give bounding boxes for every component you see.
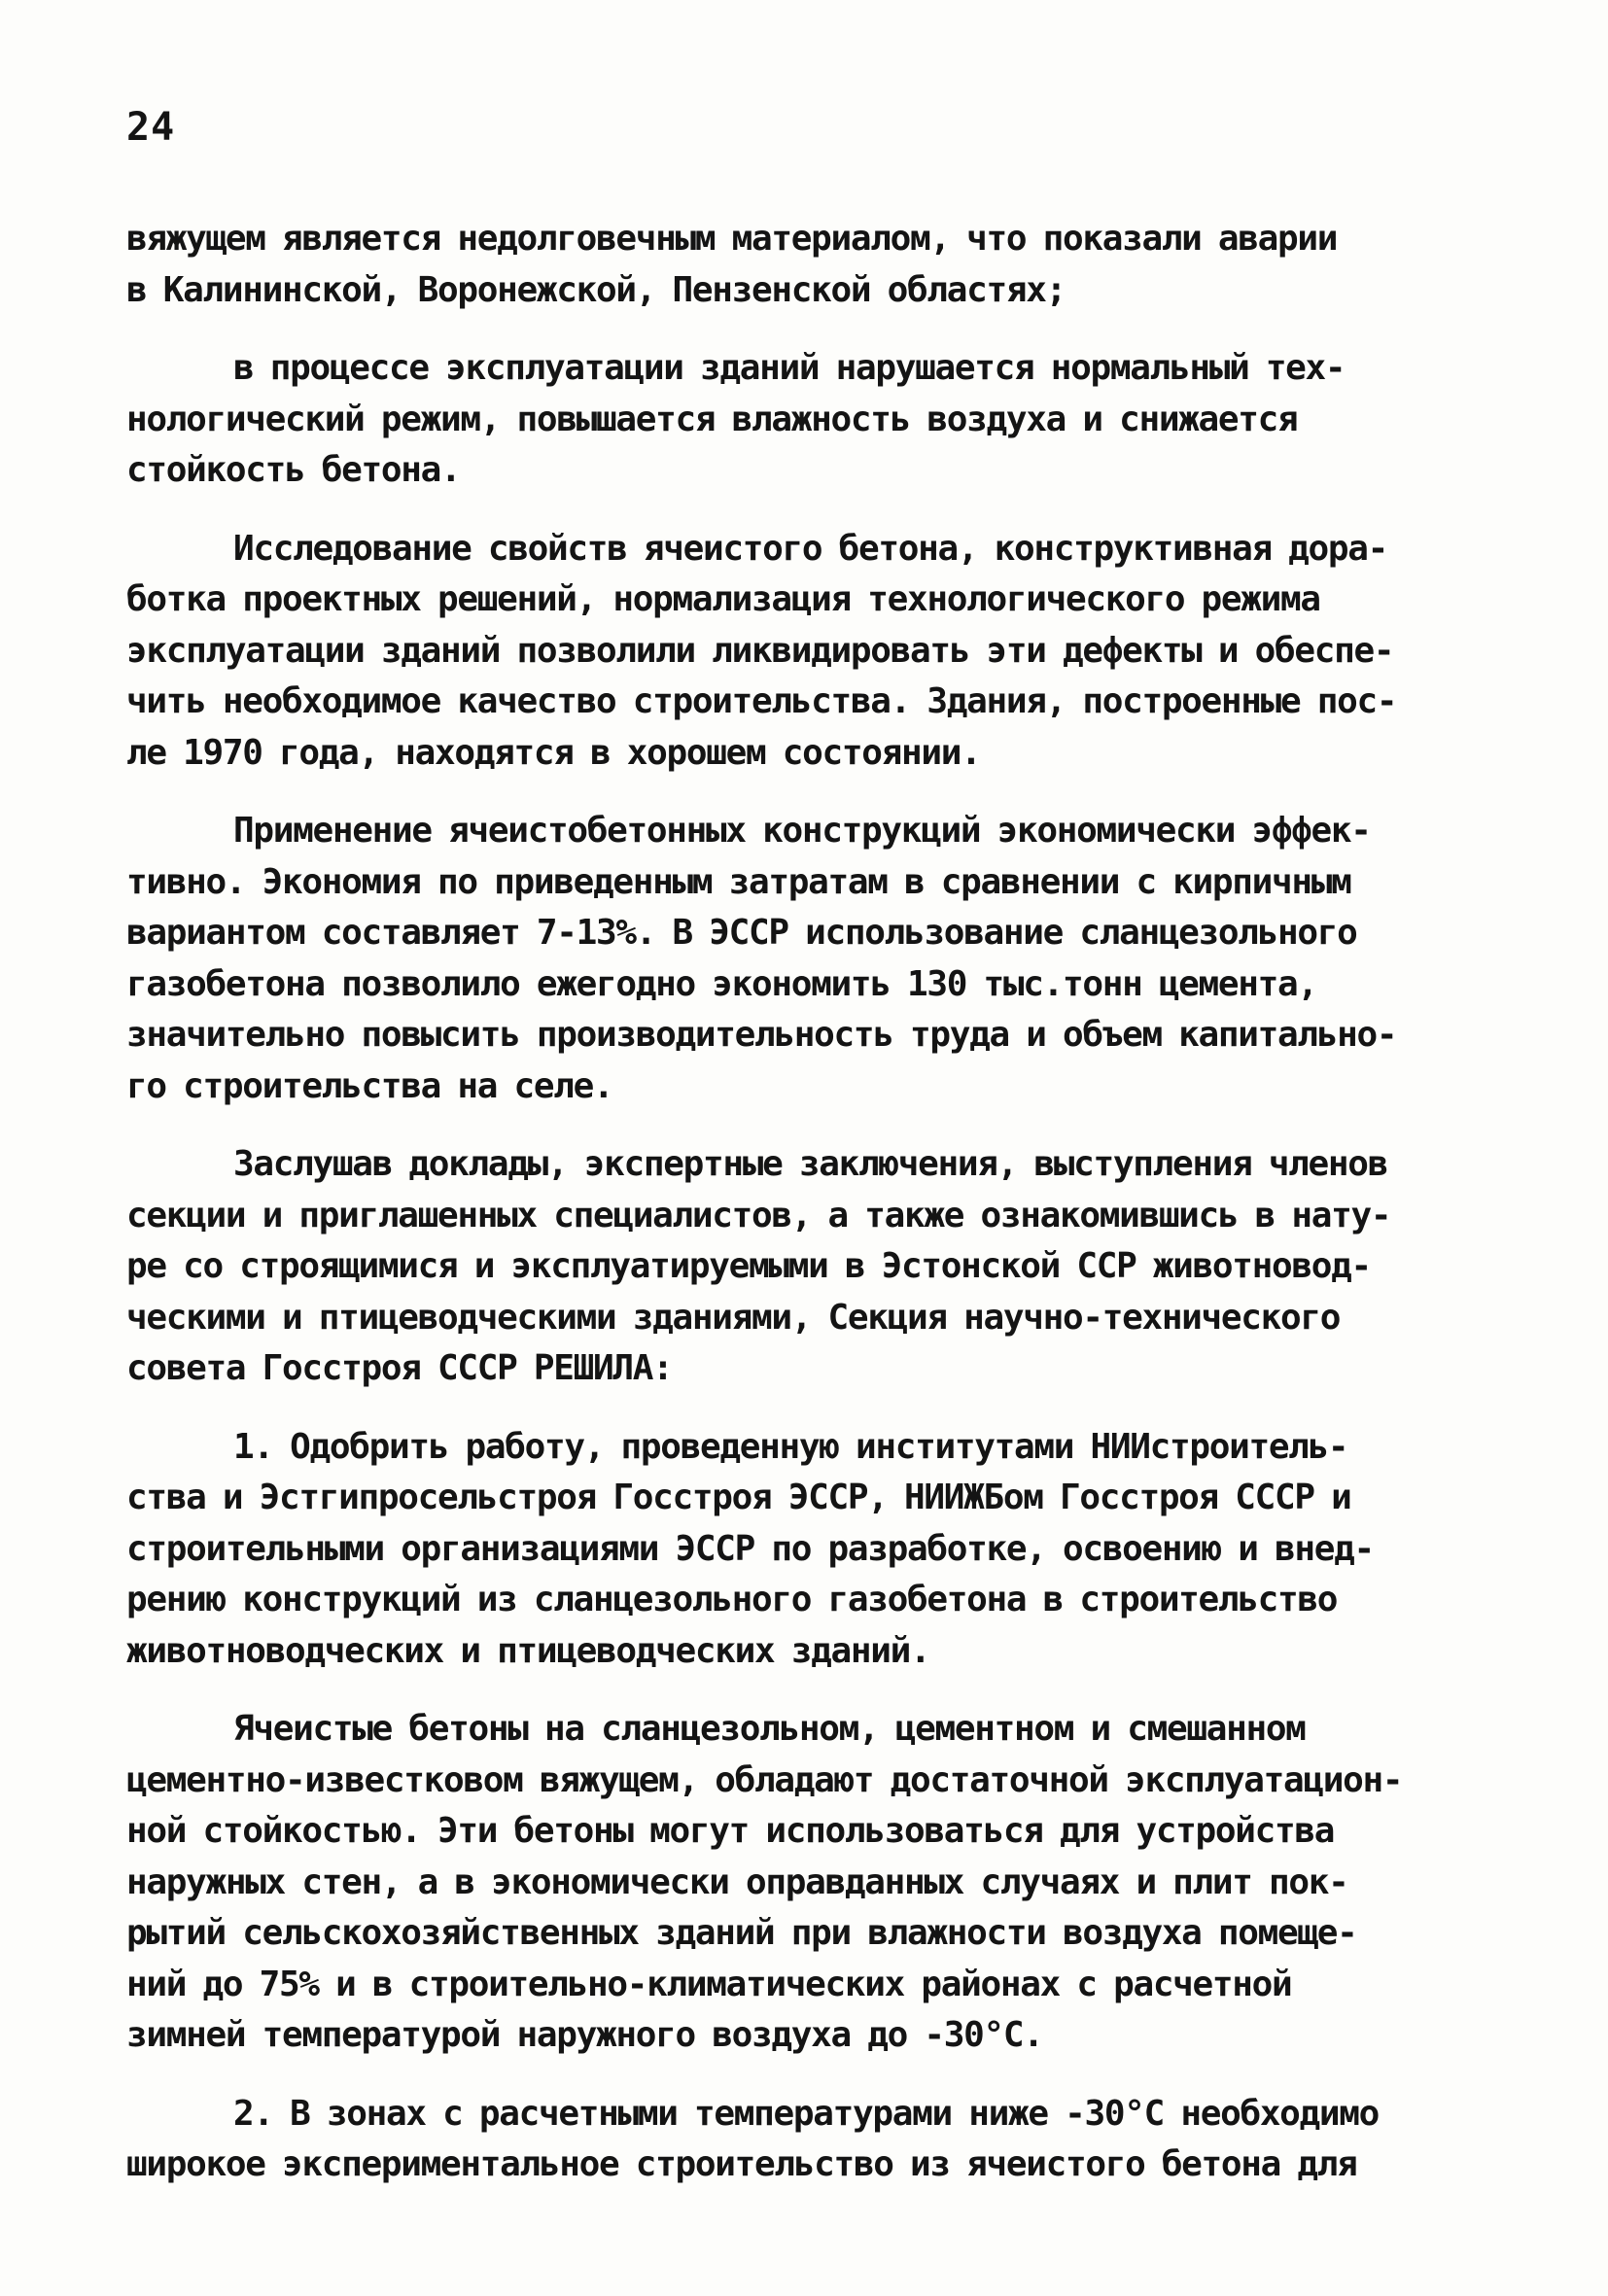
text-line: цементно-известковом вяжущем, обладают достаточной эксплуатацион- xyxy=(126,1759,1403,1800)
text-line: ний до 75% и в строительно-климатических районах с расчетной xyxy=(126,1964,1292,2004)
text-line: рытий сельскохозяйственных зданий при влажности воздуха помеще- xyxy=(126,1913,1357,1953)
text-line: ства и Эстгипросельстроя Госстроя ЭССР, НИИЖБом Госстроя СССР и xyxy=(126,1478,1351,1517)
text-line: Заслушав доклады, экспертные заключения, выступления членов xyxy=(233,1144,1388,1184)
text-line: ре со строящимися и эксплуатируемыми в Эстонской ССР животновод- xyxy=(126,1246,1371,1286)
text-line: чить необходимое качество строительства. Здания, построенные пос- xyxy=(126,681,1397,721)
paragraph-7 xyxy=(126,1704,1483,2062)
text-line: ной стойкостью. Эти бетоны могут использоваться для устройства xyxy=(126,1811,1335,1851)
page-number: 24 xyxy=(126,105,176,150)
text-line: значительно повысить производительность труда и объем капитально- xyxy=(126,1015,1397,1055)
text-line: Ячеистые бетоны на сланцезольном, цементном и смешанном xyxy=(233,1709,1306,1749)
text-line: 2. В зонах с расчетными температурами ниже -30°С необходимо xyxy=(233,2093,1380,2134)
paragraph-1 xyxy=(126,214,1483,316)
text-line: газобетона позволило ежегодно экономить 130 тыс.тонн цемента, xyxy=(126,963,1317,1004)
text-line: наружных стен, а в экономически оправданных случаях и плит пок- xyxy=(126,1861,1348,1902)
text-line: стойкость бетона. xyxy=(126,450,461,490)
text-line: совета Госстроя СССР РЕШИЛА: xyxy=(126,1348,673,1388)
paragraph-2 xyxy=(126,343,1483,497)
text-line: зимней температурой наружного воздуха до -30°С. xyxy=(126,2015,1043,2055)
text-line: эксплуатации зданий позволили ликвидировать эти дефекты и обеспе- xyxy=(126,630,1394,671)
text-line: вариантом составляет 7-13%. В ЭССР использование сланцезольного xyxy=(126,913,1357,953)
text-line: Применение ячеистобетонных конструкций экономически эффек- xyxy=(233,811,1371,851)
text-line: в Калининской, Воронежской, Пензенской областях; xyxy=(126,269,1066,310)
text-line: в процессе эксплуатации зданий нарушается нормальный тех- xyxy=(233,348,1346,388)
paragraph-6 xyxy=(126,1422,1483,1678)
text-line: вяжущем является недолговечным материалом, что показали аварии xyxy=(126,219,1338,259)
body-text xyxy=(126,214,1483,2218)
text-line: 1. Одобрить работу, проведенную институтами НИИстроитель- xyxy=(233,1426,1348,1467)
text-line: строительными организациями ЭССР по разработке, освоению и внед- xyxy=(126,1528,1374,1569)
text-line: ческими и птицеводческими зданиями, Секция научно-технического xyxy=(126,1297,1341,1338)
text-line: тивно. Экономия по приведенным затратам в сравнении с кирпичным xyxy=(126,861,1351,902)
paragraph-4 xyxy=(126,806,1483,1112)
paragraph-8 xyxy=(126,2089,1483,2191)
text-line: ле 1970 года, находятся в хорошем состоянии. xyxy=(126,732,981,773)
text-line: нологический режим, повышается влажность воздуха и снижается xyxy=(126,399,1298,439)
text-line: секции и приглашенных специалистов, а также ознакомившись в нату- xyxy=(126,1195,1391,1235)
text-line: Исследование свойств ячеистого бетона, конструктивная дора- xyxy=(233,528,1388,569)
text-line: рению конструкций из сланцезольного газобетона в строительство xyxy=(126,1580,1338,1619)
text-line: животноводческих и птицеводческих зданий. xyxy=(126,1630,930,1671)
text-line: широкое экспериментальное строительство из ячеистого бетона для xyxy=(126,2144,1357,2184)
text-line: ботка проектных решений, нормализация технологического режима xyxy=(126,579,1320,619)
text-line: го строительства на селе. xyxy=(126,1065,613,1106)
paragraph-3 xyxy=(126,524,1483,780)
paragraph-5 xyxy=(126,1139,1483,1395)
